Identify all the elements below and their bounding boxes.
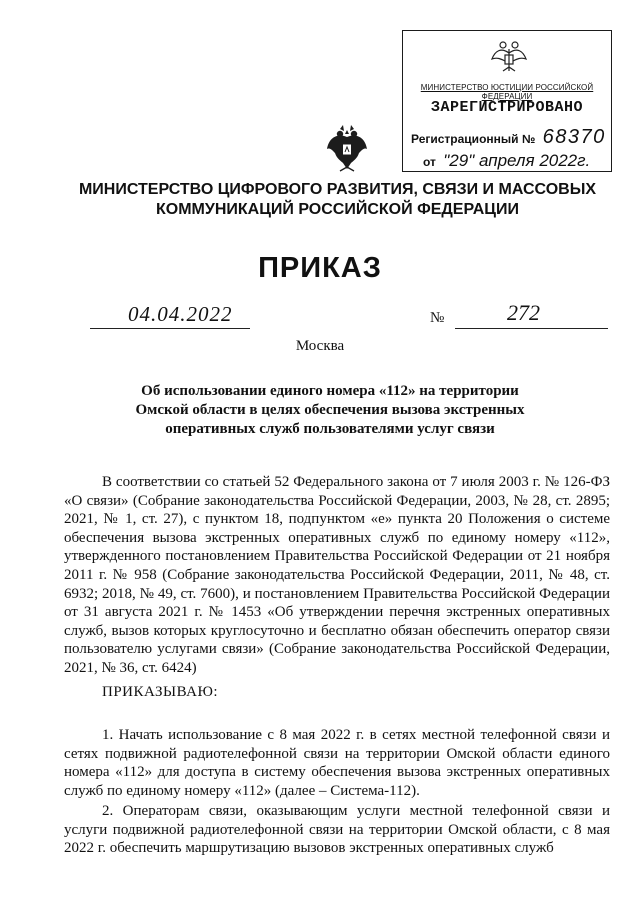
- order-number-field: [455, 302, 608, 329]
- coat-of-arms-emblem-icon: [326, 125, 368, 175]
- stamp-registration-number-line: [411, 126, 606, 149]
- stamp-reg-label: Регистрационный №: [411, 132, 536, 146]
- stamp-date-line: [423, 151, 590, 171]
- orders-word: ПРИКАЗЫВАЮ:: [102, 684, 219, 700]
- order-date-field: [90, 302, 250, 329]
- preamble-paragraph: В соответствии со статьей 52 Федерального закона от 7 июля 2003 г. № 126-ФЗ «О связи» (Собрание законодательства Российской Федерации, 2003, № 28, ст. 2895; 2021, № 1, ст. 27), с пунктом 18, подпунктом «е» пункта 20 Положения о системе обеспечения вызова экстренных оперативных служб по единому номеру «112», утвержденного постановлением Правительства Российской Федерации от 21 ноября 2011 г. № 958 (Собрание законодательства Российской Федерации, 2011, № 48, ст. 6932; 2018, № 49, ст. 7600), и постановлением Правительства Российской Федерации от 31 августа 2021 г. № 1453 «Об утверждении перечня экстренных оперативных служб, вызов которых круглосуточно и бесплатно обязан обеспечить оператор связи пользователю услугами связи» (Собрание законодательства Российской Федерации, 2021, № 36, ст. 6424): [64, 474, 610, 676]
- stamp-registered-label: ЗАРЕГИСТРИРОВАНО: [430, 99, 584, 116]
- city-name: Москва: [295, 338, 345, 354]
- stamp-eagle-emblem-icon: [489, 37, 529, 77]
- stamp-reg-number: 68370: [542, 126, 606, 148]
- stamp-ministry-name: МИНИСТЕРСТВО ЮСТИЦИИ РОССИЙСКОЙ ФЕДЕРАЦИИ: [420, 83, 594, 101]
- order-item-1: 1. Начать использование с 8 мая 2022 г. в сетях местной телефонной связи и сетях подвижной радиотелефонной связи на территории Омской области единого номера «112» для доступа в систему обеспечения вызова экстренных оперативных служб по единому номеру «112» (далее – Система-112).: [64, 727, 610, 799]
- stamp-reg-date: "29" апреля 2022г.: [443, 151, 591, 170]
- ministry-title: МИНИСТЕРСТВО ЦИФРОВОГО РАЗВИТИЯ, СВЯЗИ И МАССОВЫХ КОММУНИКАЦИЙ РОССИЙСКОЙ ФЕДЕРАЦИИ: [78, 181, 597, 218]
- order-subject: Об использовании единого номера «112» на территории Омской области в целях обеспечения вызова экстренных оперативных служб пользователями услуг связи: [135, 383, 525, 437]
- order-item-2: 2. Операторам связи, оказывающим услуги местной телефонной связи и услуги подвижной радиотелефонной связи на территории Омской области, с 8 мая 2022 г. обеспечить маршрутизацию вызовов экстренных оперативных служб: [64, 803, 610, 857]
- order-date: 04.04.2022: [128, 302, 233, 326]
- order-number-label: №: [430, 310, 445, 326]
- order-number: 272: [507, 300, 540, 325]
- document-type-title: ПРИКАЗ: [258, 252, 382, 284]
- stamp-date-label: от: [423, 155, 436, 169]
- registration-stamp: [402, 30, 612, 172]
